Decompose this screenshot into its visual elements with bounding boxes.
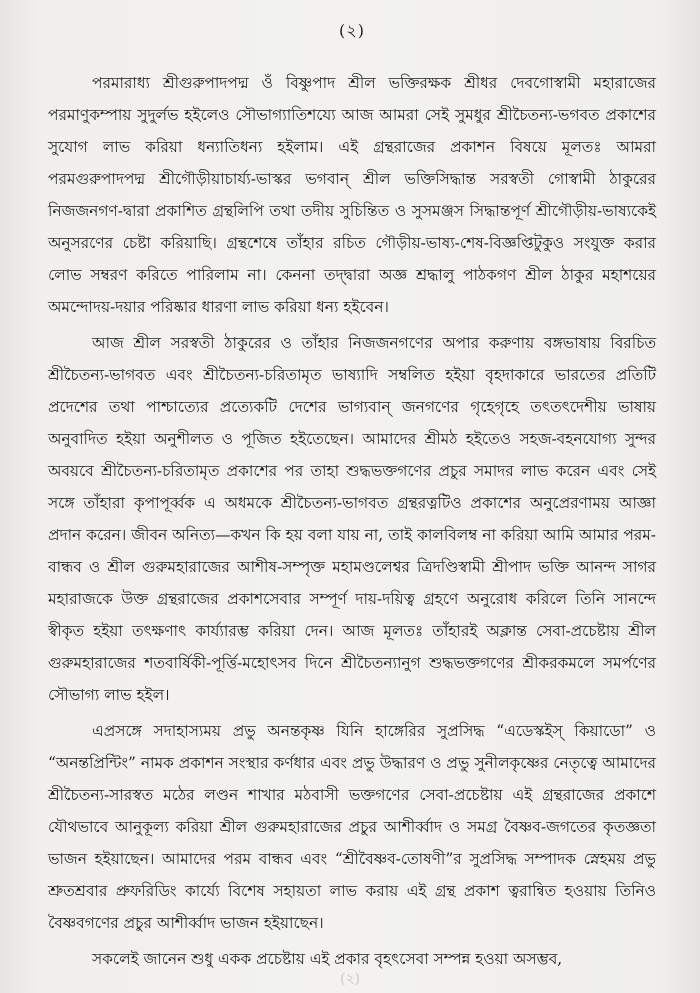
paragraph-1: পরমারাধ্য শ্রীগুরুপাদপদ্ম ওঁ বিষ্ণুপাদ শ্রীল ভক্তিরক্ষক শ্রীধর দেবগোস্বামী মহারাজের পরমাণুকম্পায় সুদুর্লভ হইলেও সৌভাগ্যাতিশয্যে আজ আমরা সেই সুমধুর শ্রীচৈতন্য-ভগবত প্রকাশের সুযোগ লাভ করিয়া ধন্যাতিধন্য হইলাম। এই গ্রন্থরাজের প্রকাশন বিষয়ে মূলতঃ আমরা পরমগুরুপাদপদ্ম শ্রীগৌড়ীয়াচার্য্য-ভাস্কর ভগবান্ শ্রীল ভক্তিসিদ্ধান্ত সরস্বতী গোস্বামী ঠাকুরের নিজজনগণ-দ্বারা প্রকাশিত গ্রন্থলিপি তথা তদীয় সুচিন্তিত ও সুসমঞ্জস সিদ্ধান্তপূর্ণ শ্রীগৌড়ীয়-ভাষ্যকেই অনুসরণের চেষ্টা করিয়াছি। গ্রন্থশেষে তাঁহার রচিত গৌড়ীয়-ভাষ্য-শেষ-বিজ্ঞপ্তিটুকুও সংযুক্ত করার লোভ সম্বরণ করিতে পারিলাম না। কেননা তদ্দ্বারা অজ্ঞ শ্রদ্ধালু পাঠকগণ শ্রীল ঠাকুর মহাশয়ের অমন্দোদয়-দয়ার পরিষ্কার ধারণা লাভ করিয়া ধন্য হইবেন। bbox=[48, 74, 656, 316]
paragraph-4: সকলেই জানেন শুধু একক প্রচেষ্টায় এই প্রকার বৃহৎসেবা সম্পন্ন হওয়া অসম্ভব, bbox=[92, 950, 563, 968]
bleed-through-page-number: (২) bbox=[339, 971, 361, 987]
paragraph-3: এপ্রসঙ্গে সদাহাস্যময় প্রভু অনন্তকৃষ্ণ যিনি হাঙ্গেরির সুপ্রসিদ্ধ “এডেস্কইস্ কিয়াডো” ও “অনন্তপ্রিন্টিং” নামক প্রকাশন সংস্থার কর্ণধার এবং প্রভু উদ্ধারণ ও প্রভু সুনীলকৃষ্ণের নেতৃত্বে আমাদের শ্রীচৈতন্য-সারস্বত মঠের লণ্ডন শাখার মঠবাসী ভক্তগণের সেবা-প্রচেষ্টায় এই গ্রন্থরাজের প্রকাশে যৌথভাবে আনুকূল্য করিয়া শ্রীল গুরুমহারাজের প্রচুর আশীর্ব্বাদ ও সমগ্র বৈষ্ণব-জগতের কৃতজ্ঞতা ভাজন হইয়াছেন। আমাদের পরম বান্ধব এবং “শ্রীবৈষ্ণব-তোষণী”র সুপ্রসিদ্ধ সম্পাদক স্নেহময় প্রভু শ্রুতশ্রবার প্রুফরিডিং কার্য্যে বিশেষ সহায়তা লাভ করায় এই গ্রন্থ প্রকাশ ত্বরান্বিত হওয়ায় তিনিও বৈষ্ণবগণের প্রচুর আশীর্ব্বাদ ভাজন হইয়াছেন। bbox=[48, 722, 656, 932]
paragraph-2: আজ শ্রীল সরস্বতী ঠাকুরের ও তাঁহার নিজজনগণের অপার করুণায় বঙ্গভাষায় বিরচিত শ্রীচৈতন্য-ভাগবত এবং শ্রীচৈতন্য-চরিতামৃত ভাষ্যাদি সম্বলিত হইয়া বৃহদাকারে ভারতের প্রতিটি প্রদেশের তথা পাশ্চাত্যের প্রত্যেকটি দেশের ভাগ্যবান্ জনগণের গৃহেগৃহে তৎতৎদেশীয় ভাষায় অনুবাদিত হইয়া অনুশীলত ও পূজিত হইতেছেন। আমাদের শ্রীমঠ হইতেও সহজ-বহনযোগ্য সুন্দর অবয়বে শ্রীচৈতন্য-চরিতামৃত প্রকাশের পর তাহা শুদ্ধভক্তগণের প্রচুর সমাদর লাভ করেন এবং সেই সঙ্গে তাঁহারা কৃপাপূর্ব্বক এ অধমকে শ্রীচৈতন্য-ভাগবত গ্রন্থরত্নটিও প্রকাশের অনুপ্রেরণাময় আজ্ঞা প্রদান করেন। জীবন অনিত্য—কখন কি হয় বলা যায় না, তাই কালবিলম্ব না করিয়া আমি আমার পরম-বান্ধব ও শ্রীল গুরুমহারাজের আশীষ-সম্পৃক্ত মহামণ্ডলেশ্বর ত্রিদণ্ডিস্বামী শ্রীপাদ ভক্তি আনন্দ সাগর মহারাজকে উক্ত গ্রন্থরাজের প্রকাশসেবার সম্পূর্ণ দায়-দয়িত্ব গ্রহণে অনুরোধ করিলে তিনি সানন্দে স্বীকৃত হইয়া তৎক্ষণাৎ কার্য্যারম্ভ করিয়া দেন। আজ মূলতঃ তাঁহারই অক্লান্ত সেবা-প্রচেষ্টায় শ্রীল গুরুমহারাজের শতবার্ষিকী-পূর্ত্তি-মহোৎসব দিনে শ্রীচৈতন্যানুগ শুদ্ধভক্তগণের শ্রীকরকমলে সমর্পণের সৌভাগ্য লাভ হইল। bbox=[48, 334, 656, 704]
page-number: (২) bbox=[339, 21, 365, 40]
